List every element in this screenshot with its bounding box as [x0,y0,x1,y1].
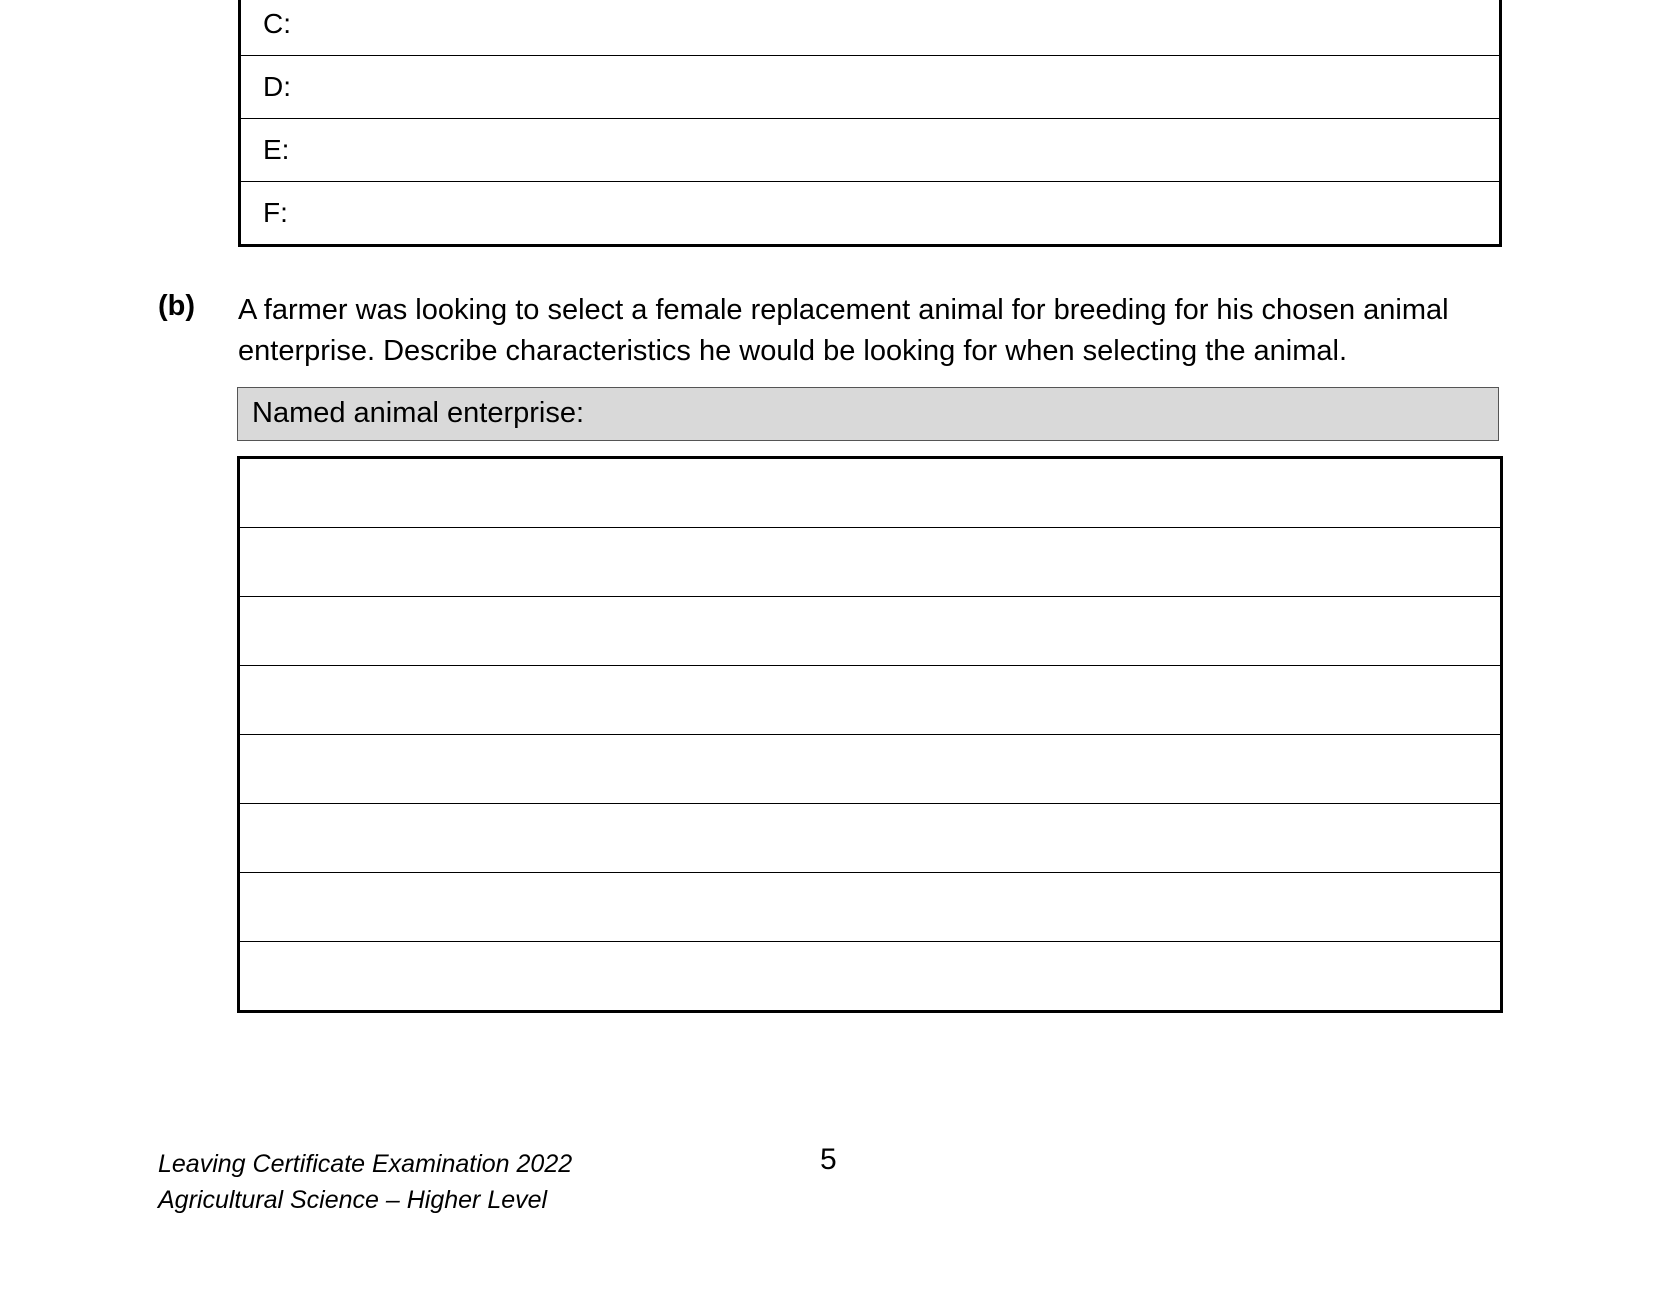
table-row [240,119,1501,182]
answer-line-cell[interactable] [239,666,1502,735]
answer-line-cell[interactable] [239,735,1502,804]
question-text-line-1: A farmer was looking to select a female replacement animal for breeding for his chosen animal [238,294,1449,326]
question-text-line-2: enterprise. Describe characteristics he would be looking for when selecting the animal. [238,335,1348,367]
page-number: 5 [820,1143,837,1176]
answer-line [239,942,1502,1012]
table-row [240,182,1501,246]
answer-line-cell[interactable] [239,597,1502,666]
answer-line [239,804,1502,873]
answer-line [239,735,1502,804]
named-enterprise-label: Named animal enterprise: [252,397,585,429]
footer-exam-title: Leaving Certificate Examination 2022 [158,1150,573,1178]
answer-line-cell[interactable] [239,528,1502,597]
label-cell-d[interactable]: D: [240,56,1501,119]
label-cell-f[interactable]: F: [240,182,1501,246]
label-cell-e[interactable]: E: [240,119,1501,182]
named-enterprise-field[interactable] [237,387,1499,441]
answer-line [239,458,1502,528]
answer-line [239,666,1502,735]
answer-line [239,597,1502,666]
footer-subject-level: Agricultural Science – Higher Level [158,1186,548,1214]
footer [158,1146,572,1218]
question-label: (b) [158,290,196,322]
table-row [240,0,1501,56]
answer-line-cell[interactable] [239,458,1502,528]
answer-line-cell[interactable] [239,873,1502,942]
answer-area [237,456,1503,1013]
answer-line-cell[interactable] [239,942,1502,1012]
labels-answer-table [238,0,1502,247]
table-row [240,56,1501,119]
answer-line-cell[interactable] [239,804,1502,873]
question-text [238,290,1508,372]
answer-line [239,873,1502,942]
answer-line [239,528,1502,597]
label-cell-c[interactable]: C: [240,0,1501,56]
